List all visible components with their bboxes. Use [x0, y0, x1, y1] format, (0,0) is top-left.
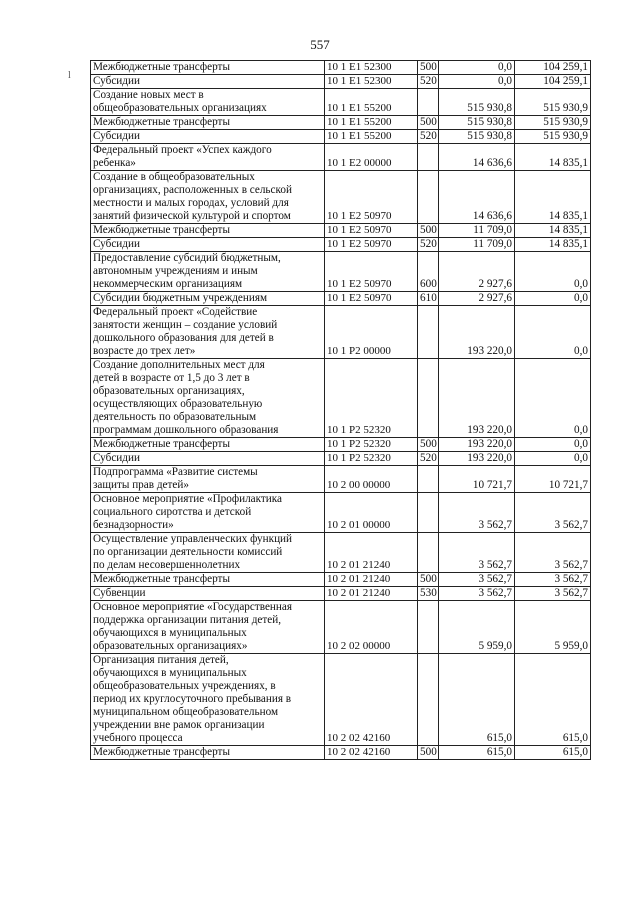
row-sum1-cell: 3 562,7 [439, 533, 515, 573]
row-code-cell: 10 1 Е2 50970 [325, 292, 418, 306]
row-sum1-cell: 193 220,0 [439, 452, 515, 466]
row-sum1-cell: 5 959,0 [439, 601, 515, 654]
table-row [91, 587, 591, 601]
row-name-cell: Субсидии [91, 75, 325, 89]
row-sum2-cell: 0,0 [515, 292, 591, 306]
row-code-cell: 10 2 01 21240 [325, 533, 418, 573]
row-vr-cell [418, 306, 439, 359]
table-row [91, 171, 591, 224]
row-sum1-cell: 10 721,7 [439, 466, 515, 493]
row-sum1-cell: 193 220,0 [439, 359, 515, 438]
row-name-cell: Осуществление управленческих функций по организации деятельности комиссий по делам несовершеннолетних [91, 533, 325, 573]
row-code-cell: 10 1 Е1 55200 [325, 89, 418, 116]
row-name-cell: Федеральный проект «Содействие занятости женщин – создание условий дошкольного образования для детей в возрасте до трех лет» [91, 306, 325, 359]
margin-mark: l [68, 70, 71, 81]
row-name-cell: Организация питания детей, обучающихся в муниципальных общеобразовательных учреждениях, в период их круглосуточного пребывания в муниципальном общеобразовательном учреждении вне рамок организации учебного процесса [91, 654, 325, 746]
row-vr-cell: 520 [418, 75, 439, 89]
row-sum2-cell: 615,0 [515, 746, 591, 760]
row-name-cell: Подпрограмма «Развитие системы защиты прав детей» [91, 466, 325, 493]
table-row [91, 359, 591, 438]
row-code-cell: 10 2 02 42160 [325, 654, 418, 746]
row-sum2-cell: 3 562,7 [515, 533, 591, 573]
row-sum2-cell: 5 959,0 [515, 601, 591, 654]
table-row [91, 75, 591, 89]
row-sum1-cell: 11 709,0 [439, 224, 515, 238]
row-sum2-cell: 3 562,7 [515, 573, 591, 587]
row-vr-cell: 520 [418, 238, 439, 252]
table-row [91, 116, 591, 130]
row-sum2-cell: 0,0 [515, 359, 591, 438]
table-row [91, 601, 591, 654]
row-name-cell: Субсидии [91, 130, 325, 144]
row-sum2-cell: 3 562,7 [515, 493, 591, 533]
row-vr-cell: 520 [418, 130, 439, 144]
row-vr-cell [418, 359, 439, 438]
row-code-cell: 10 1 Е2 50970 [325, 224, 418, 238]
table-row [91, 466, 591, 493]
row-sum1-cell: 2 927,6 [439, 252, 515, 292]
row-sum1-cell: 11 709,0 [439, 238, 515, 252]
row-code-cell: 10 1 Е1 55200 [325, 130, 418, 144]
row-name-cell: Субвенции [91, 587, 325, 601]
row-code-cell: 10 2 01 00000 [325, 493, 418, 533]
row-sum1-cell: 3 562,7 [439, 587, 515, 601]
row-vr-cell: 610 [418, 292, 439, 306]
row-code-cell: 10 1 Е2 50970 [325, 252, 418, 292]
budget-table [90, 60, 591, 760]
row-sum1-cell: 14 636,6 [439, 171, 515, 224]
row-code-cell: 10 1 Е2 50970 [325, 171, 418, 224]
row-code-cell: 10 2 02 42160 [325, 746, 418, 760]
row-name-cell: Межбюджетные трансферты [91, 438, 325, 452]
table-row [91, 533, 591, 573]
row-sum2-cell: 14 835,1 [515, 171, 591, 224]
table-row [91, 746, 591, 760]
row-name-cell: Создание новых мест в общеобразовательных организациях [91, 89, 325, 116]
row-code-cell: 10 1 Е2 00000 [325, 144, 418, 171]
row-vr-cell [418, 533, 439, 573]
row-vr-cell: 500 [418, 224, 439, 238]
row-sum2-cell: 3 562,7 [515, 587, 591, 601]
row-code-cell: 10 1 Е2 50970 [325, 238, 418, 252]
row-vr-cell [418, 89, 439, 116]
row-sum2-cell: 615,0 [515, 654, 591, 746]
row-vr-cell: 500 [418, 746, 439, 760]
row-vr-cell: 500 [418, 61, 439, 75]
row-sum2-cell: 0,0 [515, 452, 591, 466]
row-sum1-cell: 3 562,7 [439, 493, 515, 533]
row-sum2-cell: 0,0 [515, 306, 591, 359]
table-row [91, 130, 591, 144]
row-sum1-cell: 515 930,8 [439, 116, 515, 130]
row-code-cell: 10 2 00 00000 [325, 466, 418, 493]
row-vr-cell: 520 [418, 452, 439, 466]
row-code-cell: 10 1 Е1 52300 [325, 61, 418, 75]
row-code-cell: 10 1 Е1 52300 [325, 75, 418, 89]
row-sum2-cell: 14 835,1 [515, 238, 591, 252]
row-sum1-cell: 193 220,0 [439, 438, 515, 452]
row-name-cell: Предоставление субсидий бюджетным, автономным учреждениям и иным некоммерческим организациям [91, 252, 325, 292]
table-row [91, 493, 591, 533]
row-sum2-cell: 0,0 [515, 252, 591, 292]
table-row [91, 89, 591, 116]
table-row [91, 144, 591, 171]
row-code-cell: 10 2 01 21240 [325, 573, 418, 587]
row-sum2-cell: 515 930,9 [515, 130, 591, 144]
row-sum1-cell: 0,0 [439, 61, 515, 75]
table-body [91, 61, 591, 760]
row-vr-cell [418, 601, 439, 654]
row-vr-cell: 500 [418, 438, 439, 452]
table-row [91, 61, 591, 75]
row-name-cell: Межбюджетные трансферты [91, 573, 325, 587]
row-name-cell: Субсидии [91, 452, 325, 466]
row-sum1-cell: 0,0 [439, 75, 515, 89]
table-row [91, 452, 591, 466]
row-name-cell: Межбюджетные трансферты [91, 116, 325, 130]
row-sum1-cell: 515 930,8 [439, 89, 515, 116]
table-row [91, 224, 591, 238]
row-sum1-cell: 615,0 [439, 746, 515, 760]
row-vr-cell: 600 [418, 252, 439, 292]
row-name-cell: Основное мероприятие «Профилактика социального сиротства и детской безнадзорности» [91, 493, 325, 533]
row-name-cell: Создание в общеобразовательных организациях, расположенных в сельской местности и малых городах, условий для занятий физической культурой и спортом [91, 171, 325, 224]
table-row [91, 292, 591, 306]
row-vr-cell: 500 [418, 116, 439, 130]
row-name-cell: Межбюджетные трансферты [91, 746, 325, 760]
row-vr-cell: 530 [418, 587, 439, 601]
row-sum1-cell: 14 636,6 [439, 144, 515, 171]
row-vr-cell: 500 [418, 573, 439, 587]
table-row [91, 306, 591, 359]
row-name-cell: Субсидии [91, 238, 325, 252]
page-number: 557 [310, 37, 330, 52]
row-name-cell: Субсидии бюджетным учреждениям [91, 292, 325, 306]
row-vr-cell [418, 466, 439, 493]
row-vr-cell [418, 493, 439, 533]
row-vr-cell [418, 171, 439, 224]
row-name-cell: Основное мероприятие «Государственная поддержка организации питания детей, обучающихся в муниципальных образовательных организациях» [91, 601, 325, 654]
row-sum1-cell: 615,0 [439, 654, 515, 746]
row-sum2-cell: 104 259,1 [515, 61, 591, 75]
row-sum1-cell: 515 930,8 [439, 130, 515, 144]
row-sum1-cell: 193 220,0 [439, 306, 515, 359]
row-sum2-cell: 10 721,7 [515, 466, 591, 493]
row-sum1-cell: 3 562,7 [439, 573, 515, 587]
table-row [91, 252, 591, 292]
row-sum2-cell: 14 835,1 [515, 144, 591, 171]
row-code-cell: 10 1 Е1 55200 [325, 116, 418, 130]
row-code-cell: 10 1 Р2 00000 [325, 306, 418, 359]
row-name-cell: Межбюджетные трансферты [91, 61, 325, 75]
row-name-cell: Федеральный проект «Успех каждого ребенка» [91, 144, 325, 171]
table-row [91, 238, 591, 252]
row-sum1-cell: 2 927,6 [439, 292, 515, 306]
row-sum2-cell: 14 835,1 [515, 224, 591, 238]
row-sum2-cell: 0,0 [515, 438, 591, 452]
row-code-cell: 10 2 01 21240 [325, 587, 418, 601]
row-name-cell: Создание дополнительных мест для детей в возрасте от 1,5 до 3 лет в образовательных организациях, осуществляющих образовательную деятельность по образовательным программам дошкольного образования [91, 359, 325, 438]
row-code-cell: 10 2 02 00000 [325, 601, 418, 654]
row-vr-cell [418, 654, 439, 746]
row-code-cell: 10 1 Р2 52320 [325, 452, 418, 466]
row-sum2-cell: 104 259,1 [515, 75, 591, 89]
row-code-cell: 10 1 Р2 52320 [325, 438, 418, 452]
row-vr-cell [418, 144, 439, 171]
table-row [91, 438, 591, 452]
row-code-cell: 10 1 Р2 52320 [325, 359, 418, 438]
table-row [91, 654, 591, 746]
table-row [91, 573, 591, 587]
row-name-cell: Межбюджетные трансферты [91, 224, 325, 238]
row-sum2-cell: 515 930,9 [515, 89, 591, 116]
row-sum2-cell: 515 930,9 [515, 116, 591, 130]
